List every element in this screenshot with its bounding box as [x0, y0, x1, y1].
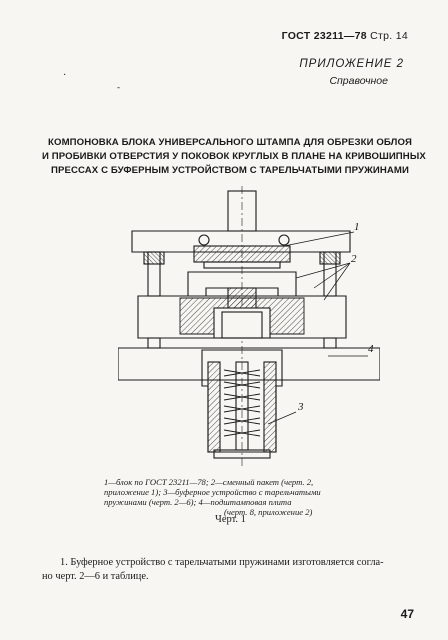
appendix-label: ПРИЛОЖЕНИЕ 2 [299, 58, 404, 70]
body-paragraph [42, 556, 422, 584]
body-line: но черт. 2—6 и таблице. [42, 571, 149, 582]
page-header [282, 30, 408, 42]
figure-caption [104, 477, 394, 517]
page-label: Стр. 14 [370, 30, 408, 42]
figure-label: Черт. 1 [215, 514, 246, 525]
title-line: И ПРОБИВКИ ОТВЕРСТИЯ У ПОКОВОК КРУГЛЫХ В ПЛАНЕ НА КРИВОШИПНЫХ [42, 151, 426, 162]
callout-2: 2 [351, 253, 357, 265]
page-number: 47 [400, 607, 414, 621]
caption-line: приложение 1); 3—буферное устройство с тарельчатыми [104, 487, 321, 497]
appendix-type: Справочное [329, 75, 388, 87]
caption-line: пружинами (черт. 2—6); 4—подштамповая плита [104, 497, 292, 507]
caption-line: (черт. 8, приложение 2) [224, 507, 313, 517]
body-line: 1. Буферное устройство с тарельчатыми пружинами изготовляется согла- [60, 557, 384, 568]
caption-line: 1—блок по ГОСТ 23211—78; 2—сменный пакет (черт. 2, [104, 477, 314, 487]
standard-number: ГОСТ 23211—78 [281, 30, 367, 42]
scan-mark: - [117, 82, 120, 92]
scan-mark: · [63, 70, 67, 81]
die-assembly-drawing [118, 186, 380, 468]
document-title [42, 136, 426, 178]
title-line: КОМПОНОВКА БЛОКА УНИВЕРСАЛЬНОГО ШТАМПА ДЛЯ ОБРЕЗКИ ОБЛОЯ [48, 137, 412, 148]
callout-3: 3 [298, 401, 304, 413]
callout-4: 4 [368, 343, 374, 355]
callout-1: 1 [354, 221, 360, 233]
title-line: ПРЕССАХ С БУФЕРНЫМ УСТРОЙСТВОМ С ТАРЕЛЬЧАТЫМИ ПРУЖИНАМИ [50, 165, 410, 176]
